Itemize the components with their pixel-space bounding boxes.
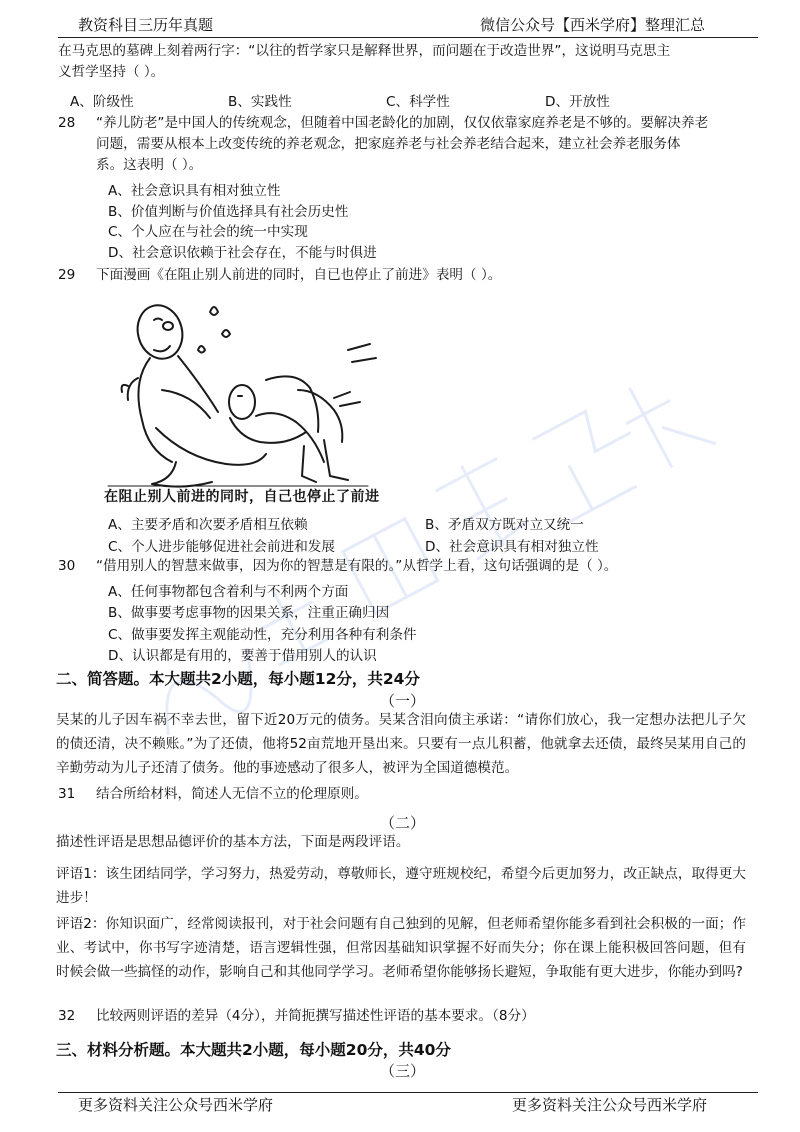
q27-option-d: D、开放性 <box>545 94 610 110</box>
q30-option-d: D、认识都是有用的，要善于借用别人的认识 <box>108 648 377 664</box>
header-left: 教资科目三历年真题 <box>78 16 214 34</box>
q30-stem: “借用别人的智慧来做事，因为你的智慧是有限的。”从哲学上看，这句话强调的是（ ）。 <box>96 558 618 574</box>
q31-number: 31 <box>58 786 76 802</box>
footer-rule <box>58 1092 758 1093</box>
q30-option-c: C、做事要发挥主观能动性，充分利用各种有利条件 <box>108 627 417 643</box>
q28-number: 28 <box>58 115 76 131</box>
comment-1: 评语1：该生团结同学，学习努力，热爱劳动，尊敬师长，遵守班规校纪，希望今后更加努力，改正缺点，取得更大进步！ <box>56 866 746 906</box>
comment-2: 评语2：你知识面广，经常阅读报刊，对于社会问题有自己独到的见解，但老师希望你能多看到社会积极的一面；作业、考试中，你书写字迹清楚，语言逻辑性强，但常因基础知识掌握不好而失分；你在课上能积极回答问题，但有时候会做一些搞怪的动作，影响自己和其他同学学习。老师希望你能够扬长避短，争取能有更大进步，你能办到吗? <box>56 916 746 980</box>
q28-option-b: B、价值判断与价值选择具有社会历史性 <box>108 204 349 220</box>
q28-option-d: D、社会意识依赖于社会存在，不能与时俱进 <box>108 245 377 261</box>
q28-line2: 问题，需要从根本上改变传统的养老观念，把家庭养老与社会养老结合起来，建立社会养老服务体 <box>96 136 681 152</box>
cartoon-caption: 在阻止别人前进的同时，自己也停止了前进 <box>104 489 380 505</box>
q28-option-a: A、社会意识具有相对独立性 <box>108 183 281 199</box>
q28-line3: 系。这表明（ ）。 <box>96 157 203 173</box>
q27-stem-line2: 义哲学坚持（ ）。 <box>58 64 165 80</box>
section3-title: 三、材料分析题。本大题共2小题，每小题20分，共40分 <box>56 1041 451 1059</box>
header-rule <box>58 37 758 38</box>
q29-number: 29 <box>58 267 76 283</box>
footer-right: 更多资料关注公众号西米学府 <box>512 1096 708 1114</box>
q29-option-a: A、主要矛盾和次要矛盾相互依赖 <box>108 517 308 533</box>
part1-material: 吴某的儿子因车祸不幸去世，留下近20万元的债务。吴某含泪向债主承诺：“请你们放心，我一定想办法把儿子欠的债还清，决不赖账。”为了还债，他将52亩荒地开垦出来。只要有一点儿积蓄，他就拿去还债，最终吴某用自己的辛勤劳动为儿子还清了债务。他的事迹感动了很多人，被评为全国道德模范。 <box>56 712 746 776</box>
q31-text: 结合所给材料，简述人无信不立的伦理原则。 <box>96 786 368 802</box>
q29-option-c: C、个人进步能够促进社会前进和发展 <box>108 539 335 555</box>
q30-option-b: B、做事要考虑事物的因果关系，注重正确归因 <box>108 605 390 621</box>
cartoon-illustration <box>98 290 388 510</box>
part3-label: （三） <box>380 1062 426 1080</box>
q30-number: 30 <box>58 558 76 574</box>
q29-stem: 下面漫画《在阻止别人前进的同时，自已也停止了前进》表明（ ）。 <box>96 267 502 283</box>
part2-label: （二） <box>380 814 426 832</box>
section2-title: 二、简答题。本大题共2小题，每小题12分，共24分 <box>56 670 420 688</box>
part2-intro: 描述性评语是思想品德评价的基本方法，下面是两段评语。 <box>56 834 410 850</box>
q30-option-a: A、任何事物都包含着利与不利两个方面 <box>108 584 349 600</box>
q28-option-c: C、个人应在与社会的统一中实现 <box>108 224 308 240</box>
q27-option-c: C、科学性 <box>386 94 450 110</box>
footer-left: 更多资料关注公众号西米学府 <box>78 1096 274 1114</box>
q29-option-d: D、社会意识具有相对独立性 <box>425 539 599 555</box>
q27-option-a: A、阶级性 <box>70 94 134 110</box>
q27-stem-line1: 在马克思的墓碑上刻着两行字：“以往的哲学家只是解释世界，而问题在于改造世界”，这说明马克思主 <box>58 43 671 59</box>
part1-label: （一） <box>380 692 426 710</box>
q28-line1: “养儿防老”是中国人的传统观念，但随着中国老龄化的加剧，仅仅依靠家庭养老是不够的。要解决养老 <box>96 115 709 131</box>
q32-number: 32 <box>58 1008 76 1024</box>
q29-option-b: B、矛盾双方既对立又统一 <box>425 517 584 533</box>
q27-option-b: B、实践性 <box>228 94 292 110</box>
q32-text: 比较两则评语的差异（4分），并简扼撰写描述性评语的基本要求。（8分） <box>96 1008 535 1024</box>
header-right: 微信公众号【西米学府】整理汇总 <box>480 16 706 34</box>
